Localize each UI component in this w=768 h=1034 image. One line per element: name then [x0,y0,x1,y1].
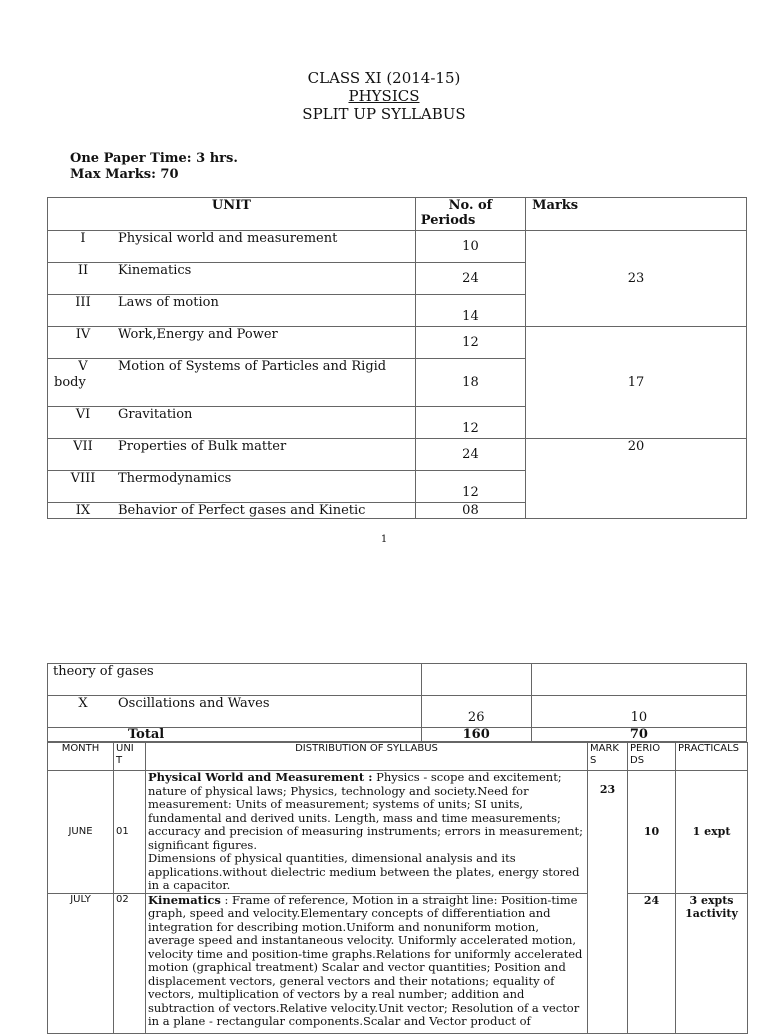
col-practicals-header: PRACTICALS [676,743,748,771]
doc-subject-title: PHYSICS [348,87,420,105]
practicals-cell: 1 expt [676,771,748,894]
page-number: 1 [380,534,388,545]
unit-periods: 14 [415,295,525,327]
unit-name: Properties of Bulk matter [118,439,287,454]
unit-name-continuation: body [54,375,86,390]
unit-periods: 26 [421,696,531,728]
col-periods-header [415,198,525,231]
practicals-cell [676,893,748,1033]
unit-periods: 08 [415,503,525,519]
unit-name: Behavior of Perfect gases and Kinetic [118,503,366,518]
unit-cell [48,407,416,439]
unit-cell: theory of gases [48,664,422,696]
unit-periods: 12 [415,327,525,359]
unit-cell: 01 [114,771,146,894]
marks-group: 20 [526,439,747,519]
col-marks-header: MARK S [588,743,628,771]
units-table-header [48,198,747,231]
syllabus-cell [146,893,588,1033]
unit-number: V [78,359,88,374]
col-periods-header-line2: Periods [420,213,476,228]
unit-name: Physical world and measurement [118,231,338,246]
unit-number: IV [75,327,91,342]
syllabus-text: Physics - scope and excitement; nature of physical laws; Physics, technology and society.Need for measurement: Units of measurement; systems of units; SI units, fundamental and derived units. Length, mass and time measurements; accuracy and precision of measuring instruments; errors in measurement; significant figures. [148,770,584,852]
unit-cell [48,471,416,503]
month-cell: JUNE [48,771,114,894]
unit-number: IX [75,503,91,518]
syllabus-title: Kinematics [148,892,221,907]
unit-cell: 02 [114,893,146,1033]
unit-number: VIII [70,471,96,486]
unit-periods: 24 [415,263,525,295]
unit-periods: 24 [415,439,525,471]
table-row [48,893,748,1033]
syllabus-cell [146,771,588,894]
col-unit-header: UNIT [48,198,416,231]
unit-name: Motion of Systems of Particles and Rigid [118,359,387,374]
total-marks: 70 [531,728,746,742]
unit-cell [48,503,416,519]
unit-cell [48,295,416,327]
marks-group [531,664,746,696]
unit-periods: 12 [415,471,525,503]
unit-name: Kinematics [118,263,192,278]
total-row [48,728,747,742]
table-row [48,771,748,894]
table-row [48,327,747,359]
unit-cell [48,263,416,295]
col-periods-header-line1: No. of [448,198,493,213]
month-cell: JULY [48,893,114,1033]
table-row [48,439,747,471]
total-periods: 160 [421,728,531,742]
col-distribution-header: DISTRIBUTION OF SYLLABUS [146,743,588,771]
unit-name: Oscillations and Waves [118,696,270,711]
distribution-header [48,743,748,771]
col-periods-header: PERIO DS [628,743,676,771]
unit-cell [48,231,416,263]
doc-syllabus-title: SPLIT UP SYLLABUS [302,105,466,123]
unit-name: Gravitation [118,407,193,422]
unit-number: III [75,295,91,310]
table-row [48,664,747,696]
distribution-table [47,742,748,1034]
marks-group: 23 [526,231,747,327]
doc-class-title: CLASS XI (2014-15) [307,69,461,87]
marks-group: 17 [526,327,747,439]
unit-cell [48,327,416,359]
unit-periods: 10 [415,231,525,263]
unit-number: VII [73,439,93,454]
syllabus-title: Physical World and Measurement : [148,770,373,784]
units-table [47,197,747,519]
max-marks: Max Marks: 70 [70,167,179,182]
unit-name: Work,Energy and Power [118,327,278,342]
unit-number: II [77,263,89,278]
unit-periods: 12 [415,407,525,439]
table-row [48,696,747,728]
unit-periods: 18 [415,359,525,407]
unit-number: VI [75,407,91,422]
total-label: Total [48,728,422,742]
syllabus-text: Dimensions of physical quantities, dimensional analysis and its applications.without dielectric medium between the plates, energy stored in a capacitor. [148,851,580,892]
periods-cell: 10 [628,771,676,894]
marks-group: 10 [531,696,746,728]
col-unit-header: UNI T [114,743,146,771]
marks-cell: 23 [588,771,628,1034]
unit-name: Laws of motion [118,295,219,310]
unit-name: Thermodynamics [118,471,232,486]
unit-cell [48,439,416,471]
table-row [48,231,747,263]
unit-number: X [78,696,88,711]
practicals-activity: 1activity [685,906,738,920]
unit-cell [48,359,416,407]
col-marks-header: Marks [526,198,747,231]
unit-cell [48,696,422,728]
syllabus-text: : Frame of reference, Motion in a straight line: Position-time graph, speed and velocity.Elementary concepts of differentiation and integration for describing motion.Uniform and nonuniform motion, average speed and instantaneous velocity. Uniformly accelerated motion, velocity time and position-time graphs.Relations for uniformly accelerated motion (graphical treatment) Scalar and vector quantities; Position and displacement vectors, general vectors and their notations; equality of vectors, multiplication of vectors by a real number; addition and subtraction of vectors.Relative velocity.Unit vector; Resolution of a vector in a plane - rectangular components.Scalar and Vector product of [148,892,583,1028]
periods-cell: 24 [628,893,676,1033]
units-table-continued [47,663,747,742]
practicals-expts: 3 expts [689,893,734,907]
paper-time: One Paper Time: 3 hrs. [70,151,238,166]
unit-periods [421,664,531,696]
unit-number: I [80,231,86,246]
col-month-header: MONTH [48,743,114,771]
